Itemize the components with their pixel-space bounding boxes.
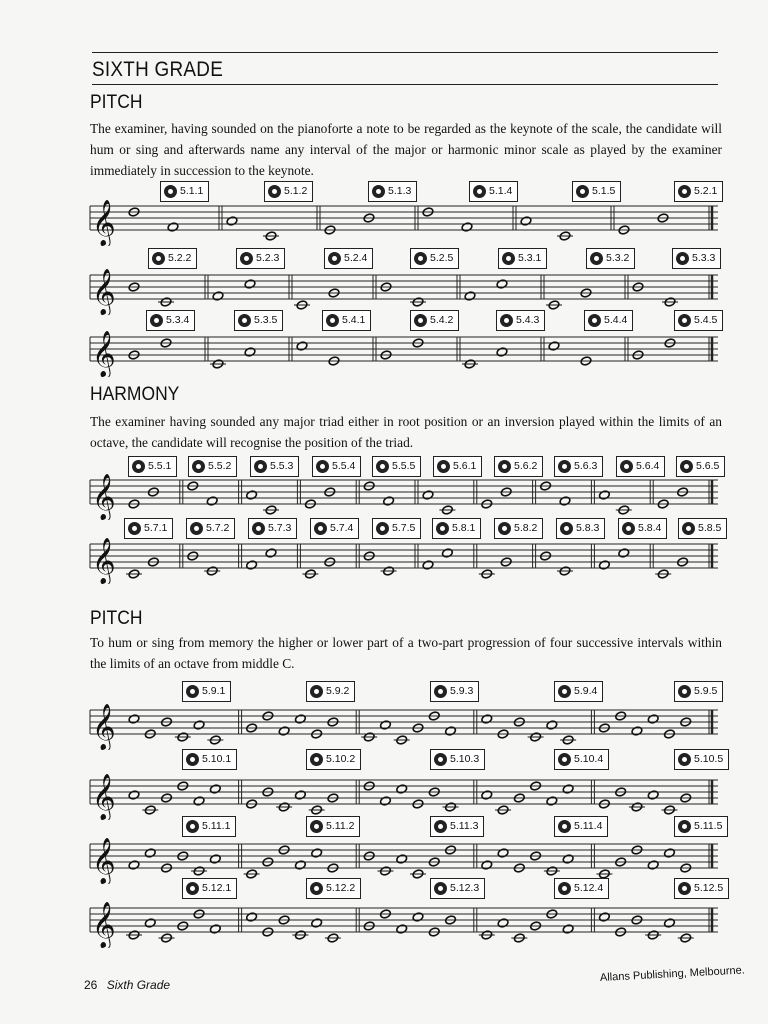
cd-icon xyxy=(254,460,267,473)
track-number: 5.11.5 xyxy=(694,820,723,832)
cd-icon xyxy=(186,753,199,766)
cd-icon xyxy=(678,314,691,327)
pitch-paragraph-2: To hum or sing from memory the higher or lower part of a two-part progression of four successive intervals within the limits of an octave from middle C. xyxy=(90,635,722,671)
track-label xyxy=(672,248,721,269)
track-number: 5.12.1 xyxy=(202,882,232,894)
track-number: 5.11.1 xyxy=(202,820,231,832)
track-label xyxy=(674,749,729,770)
track-label xyxy=(674,681,723,702)
cd-icon xyxy=(678,882,691,895)
cd-icon xyxy=(240,252,253,265)
svg-text:𝄞: 𝄞 xyxy=(92,774,116,820)
track-number: 5.10.1 xyxy=(202,753,232,765)
track-number: 5.2.3 xyxy=(256,252,280,264)
track-label xyxy=(678,518,727,539)
track-number: 5.9.2 xyxy=(326,685,350,697)
staff-1 xyxy=(88,196,720,246)
track-label xyxy=(494,456,543,477)
footer-grade: Sixth Grade xyxy=(106,978,171,992)
track-number: 5.8.4 xyxy=(638,522,662,534)
cd-icon xyxy=(437,460,450,473)
track-number: 5.5.1 xyxy=(148,460,172,472)
harmony-paragraph: The examiner having sounded any major triad either in root position or an inversion played within the limits of an octave, the candidate will recognise the position of the triad. xyxy=(90,414,722,450)
cd-icon xyxy=(376,522,389,535)
track-label xyxy=(160,181,209,202)
track-number: 5.6.2 xyxy=(514,460,538,472)
cd-icon xyxy=(326,314,339,327)
track-label xyxy=(310,518,359,539)
track-label xyxy=(572,181,621,202)
cd-icon xyxy=(473,185,486,198)
cd-icon xyxy=(164,185,177,198)
track-label xyxy=(674,878,729,899)
track-number: 5.11.2 xyxy=(326,820,355,832)
track-label xyxy=(616,456,665,477)
track-label xyxy=(312,456,361,477)
track-number: 5.3.3 xyxy=(692,252,716,264)
cd-icon xyxy=(436,522,449,535)
track-number: 5.5.4 xyxy=(332,460,356,472)
track-number: 5.12.4 xyxy=(574,882,604,894)
svg-text:𝄞: 𝄞 xyxy=(92,269,116,315)
track-label xyxy=(618,518,667,539)
track-label xyxy=(182,816,236,837)
track-number: 5.6.5 xyxy=(696,460,720,472)
svg-text:𝄞: 𝄞 xyxy=(92,331,116,377)
track-label xyxy=(410,248,459,269)
staff-6 xyxy=(88,700,720,750)
track-label xyxy=(674,816,728,837)
cd-icon xyxy=(590,252,603,265)
track-label xyxy=(250,456,299,477)
cd-icon xyxy=(310,882,323,895)
cd-icon xyxy=(376,460,389,473)
track-number: 5.9.3 xyxy=(450,685,474,697)
track-number: 5.2.5 xyxy=(430,252,454,264)
cd-icon xyxy=(310,820,323,833)
track-number: 5.1.1 xyxy=(180,185,204,197)
cd-icon xyxy=(678,753,691,766)
track-number: 5.8.2 xyxy=(514,522,538,534)
track-number: 5.12.2 xyxy=(326,882,356,894)
cd-icon xyxy=(620,460,633,473)
cd-icon xyxy=(588,314,601,327)
track-label xyxy=(186,518,235,539)
track-label xyxy=(554,749,609,770)
cd-icon xyxy=(502,252,515,265)
track-number: 5.1.4 xyxy=(489,185,513,197)
track-number: 5.1.3 xyxy=(388,185,412,197)
cd-icon xyxy=(558,820,571,833)
cd-icon xyxy=(498,522,511,535)
track-label xyxy=(324,248,373,269)
cd-icon xyxy=(500,314,513,327)
cd-icon xyxy=(558,460,571,473)
track-number: 5.8.1 xyxy=(452,522,476,534)
track-label xyxy=(494,518,543,539)
cd-icon xyxy=(238,314,251,327)
svg-text:𝄞: 𝄞 xyxy=(92,838,116,884)
track-number: 5.2.2 xyxy=(168,252,192,264)
cd-icon xyxy=(190,522,203,535)
page-number: 26 xyxy=(84,978,98,992)
cd-icon xyxy=(678,185,691,198)
track-number: 5.9.4 xyxy=(574,685,598,697)
track-number: 5.3.2 xyxy=(606,252,630,264)
track-label xyxy=(128,456,177,477)
track-label xyxy=(264,181,313,202)
track-label xyxy=(306,749,361,770)
cd-icon xyxy=(192,460,205,473)
track-number: 5.4.2 xyxy=(430,314,454,326)
track-number: 5.3.4 xyxy=(166,314,190,326)
track-number: 5.5.3 xyxy=(270,460,294,472)
staff-8 xyxy=(88,834,720,884)
track-number: 5.2.4 xyxy=(344,252,368,264)
track-label xyxy=(584,310,633,331)
track-number: 5.11.4 xyxy=(574,820,603,832)
track-number: 5.3.5 xyxy=(254,314,278,326)
cd-icon xyxy=(560,522,573,535)
svg-text:𝄞: 𝄞 xyxy=(92,474,116,520)
cd-icon xyxy=(558,882,571,895)
svg-text:𝄞: 𝄞 xyxy=(92,704,116,750)
track-label xyxy=(556,518,605,539)
track-label xyxy=(586,248,635,269)
staff-9 xyxy=(88,898,720,948)
track-number: 5.10.5 xyxy=(694,753,724,765)
track-number: 5.6.3 xyxy=(574,460,598,472)
publisher-credit: Allans Publishing, Melbourne. xyxy=(599,964,746,984)
track-number: 5.5.5 xyxy=(392,460,416,472)
track-number: 5.1.2 xyxy=(284,185,308,197)
pitch-heading-2: PITCH xyxy=(90,608,143,629)
track-number: 5.4.4 xyxy=(604,314,628,326)
pitch-paragraph-1: The examiner, having sounded on the pianoforte a note to be regarded as the keynote of the scale, the candidate will hum or sing and afterwards name any interval of the major or harmonic minor scale as played by the examiner immediately in succession to the keynote. xyxy=(90,121,722,178)
track-number: 5.8.5 xyxy=(698,522,722,534)
track-number: 5.1.5 xyxy=(592,185,616,197)
svg-text:𝄞: 𝄞 xyxy=(92,538,116,584)
track-number: 5.7.5 xyxy=(392,522,416,534)
cd-icon xyxy=(434,882,447,895)
track-number: 5.2.1 xyxy=(694,185,718,197)
track-number: 5.12.3 xyxy=(450,882,480,894)
grade-title: SIXTH GRADE xyxy=(92,58,224,81)
track-label xyxy=(322,310,371,331)
track-number: 5.5.2 xyxy=(208,460,232,472)
track-number: 5.6.1 xyxy=(453,460,477,472)
track-label xyxy=(124,518,173,539)
cd-icon xyxy=(678,685,691,698)
track-label xyxy=(306,878,361,899)
track-number: 5.7.4 xyxy=(330,522,354,534)
cd-icon xyxy=(186,882,199,895)
cd-icon xyxy=(252,522,265,535)
track-number: 5.8.3 xyxy=(576,522,600,534)
cd-icon xyxy=(414,314,427,327)
track-number: 5.7.2 xyxy=(206,522,230,534)
track-number: 5.7.1 xyxy=(144,522,168,534)
cd-icon xyxy=(310,685,323,698)
staff-7 xyxy=(88,770,720,820)
staff-2 xyxy=(88,265,720,315)
cd-icon xyxy=(186,685,199,698)
track-number: 5.6.4 xyxy=(636,460,660,472)
track-label xyxy=(433,456,482,477)
cd-icon xyxy=(558,753,571,766)
cd-icon xyxy=(186,820,199,833)
track-label xyxy=(368,181,417,202)
track-number: 5.10.3 xyxy=(450,753,480,765)
track-label xyxy=(410,310,459,331)
cd-icon xyxy=(414,252,427,265)
track-label xyxy=(674,310,723,331)
cd-icon xyxy=(622,522,635,535)
cd-icon xyxy=(576,185,589,198)
track-label xyxy=(498,248,547,269)
track-label xyxy=(554,816,608,837)
track-label xyxy=(146,310,195,331)
track-number: 5.11.3 xyxy=(450,820,479,832)
track-number: 5.10.4 xyxy=(574,753,604,765)
staff-5 xyxy=(88,534,720,584)
track-label xyxy=(430,681,479,702)
track-label xyxy=(306,816,360,837)
track-label xyxy=(372,518,421,539)
track-label xyxy=(372,456,421,477)
track-label xyxy=(554,456,603,477)
track-label xyxy=(432,518,481,539)
track-number: 5.3.1 xyxy=(518,252,542,264)
track-number: 5.10.2 xyxy=(326,753,356,765)
cd-icon xyxy=(128,522,141,535)
cd-icon xyxy=(680,460,693,473)
footer-page xyxy=(84,978,170,992)
track-label xyxy=(554,681,603,702)
track-number: 5.9.5 xyxy=(694,685,718,697)
cd-icon xyxy=(434,820,447,833)
track-label xyxy=(676,456,725,477)
cd-icon xyxy=(498,460,511,473)
svg-text:𝄞: 𝄞 xyxy=(92,902,116,948)
title-rule xyxy=(92,84,718,85)
track-number: 5.12.5 xyxy=(694,882,724,894)
track-label xyxy=(188,456,237,477)
track-label xyxy=(496,310,545,331)
cd-icon xyxy=(434,753,447,766)
track-label xyxy=(430,878,485,899)
track-label xyxy=(306,681,355,702)
track-label xyxy=(234,310,283,331)
cd-icon xyxy=(682,522,695,535)
staff-3 xyxy=(88,327,720,377)
cd-icon xyxy=(372,185,385,198)
track-label xyxy=(674,181,723,202)
cd-icon xyxy=(268,185,281,198)
cd-icon xyxy=(678,820,691,833)
track-label xyxy=(182,681,231,702)
track-label xyxy=(430,816,484,837)
top-rule xyxy=(92,52,718,53)
pitch-heading-1: PITCH xyxy=(90,92,143,113)
harmony-heading: HARMONY xyxy=(90,384,180,405)
cd-icon xyxy=(434,685,447,698)
track-number: 5.7.3 xyxy=(268,522,292,534)
svg-text:𝄞: 𝄞 xyxy=(92,200,116,246)
track-label xyxy=(430,749,485,770)
track-number: 5.4.5 xyxy=(694,314,718,326)
staff-4 xyxy=(88,470,720,520)
track-label xyxy=(182,878,237,899)
track-label xyxy=(248,518,297,539)
cd-icon xyxy=(314,522,327,535)
track-number: 5.9.1 xyxy=(202,685,226,697)
cd-icon xyxy=(676,252,689,265)
cd-icon xyxy=(328,252,341,265)
cd-icon xyxy=(150,314,163,327)
track-number: 5.4.1 xyxy=(342,314,366,326)
cd-icon xyxy=(152,252,165,265)
cd-icon xyxy=(310,753,323,766)
cd-icon xyxy=(316,460,329,473)
track-number: 5.4.3 xyxy=(516,314,540,326)
track-label xyxy=(148,248,197,269)
track-label xyxy=(236,248,285,269)
track-label xyxy=(182,749,237,770)
cd-icon xyxy=(558,685,571,698)
cd-icon xyxy=(132,460,145,473)
track-label xyxy=(469,181,518,202)
track-label xyxy=(554,878,609,899)
